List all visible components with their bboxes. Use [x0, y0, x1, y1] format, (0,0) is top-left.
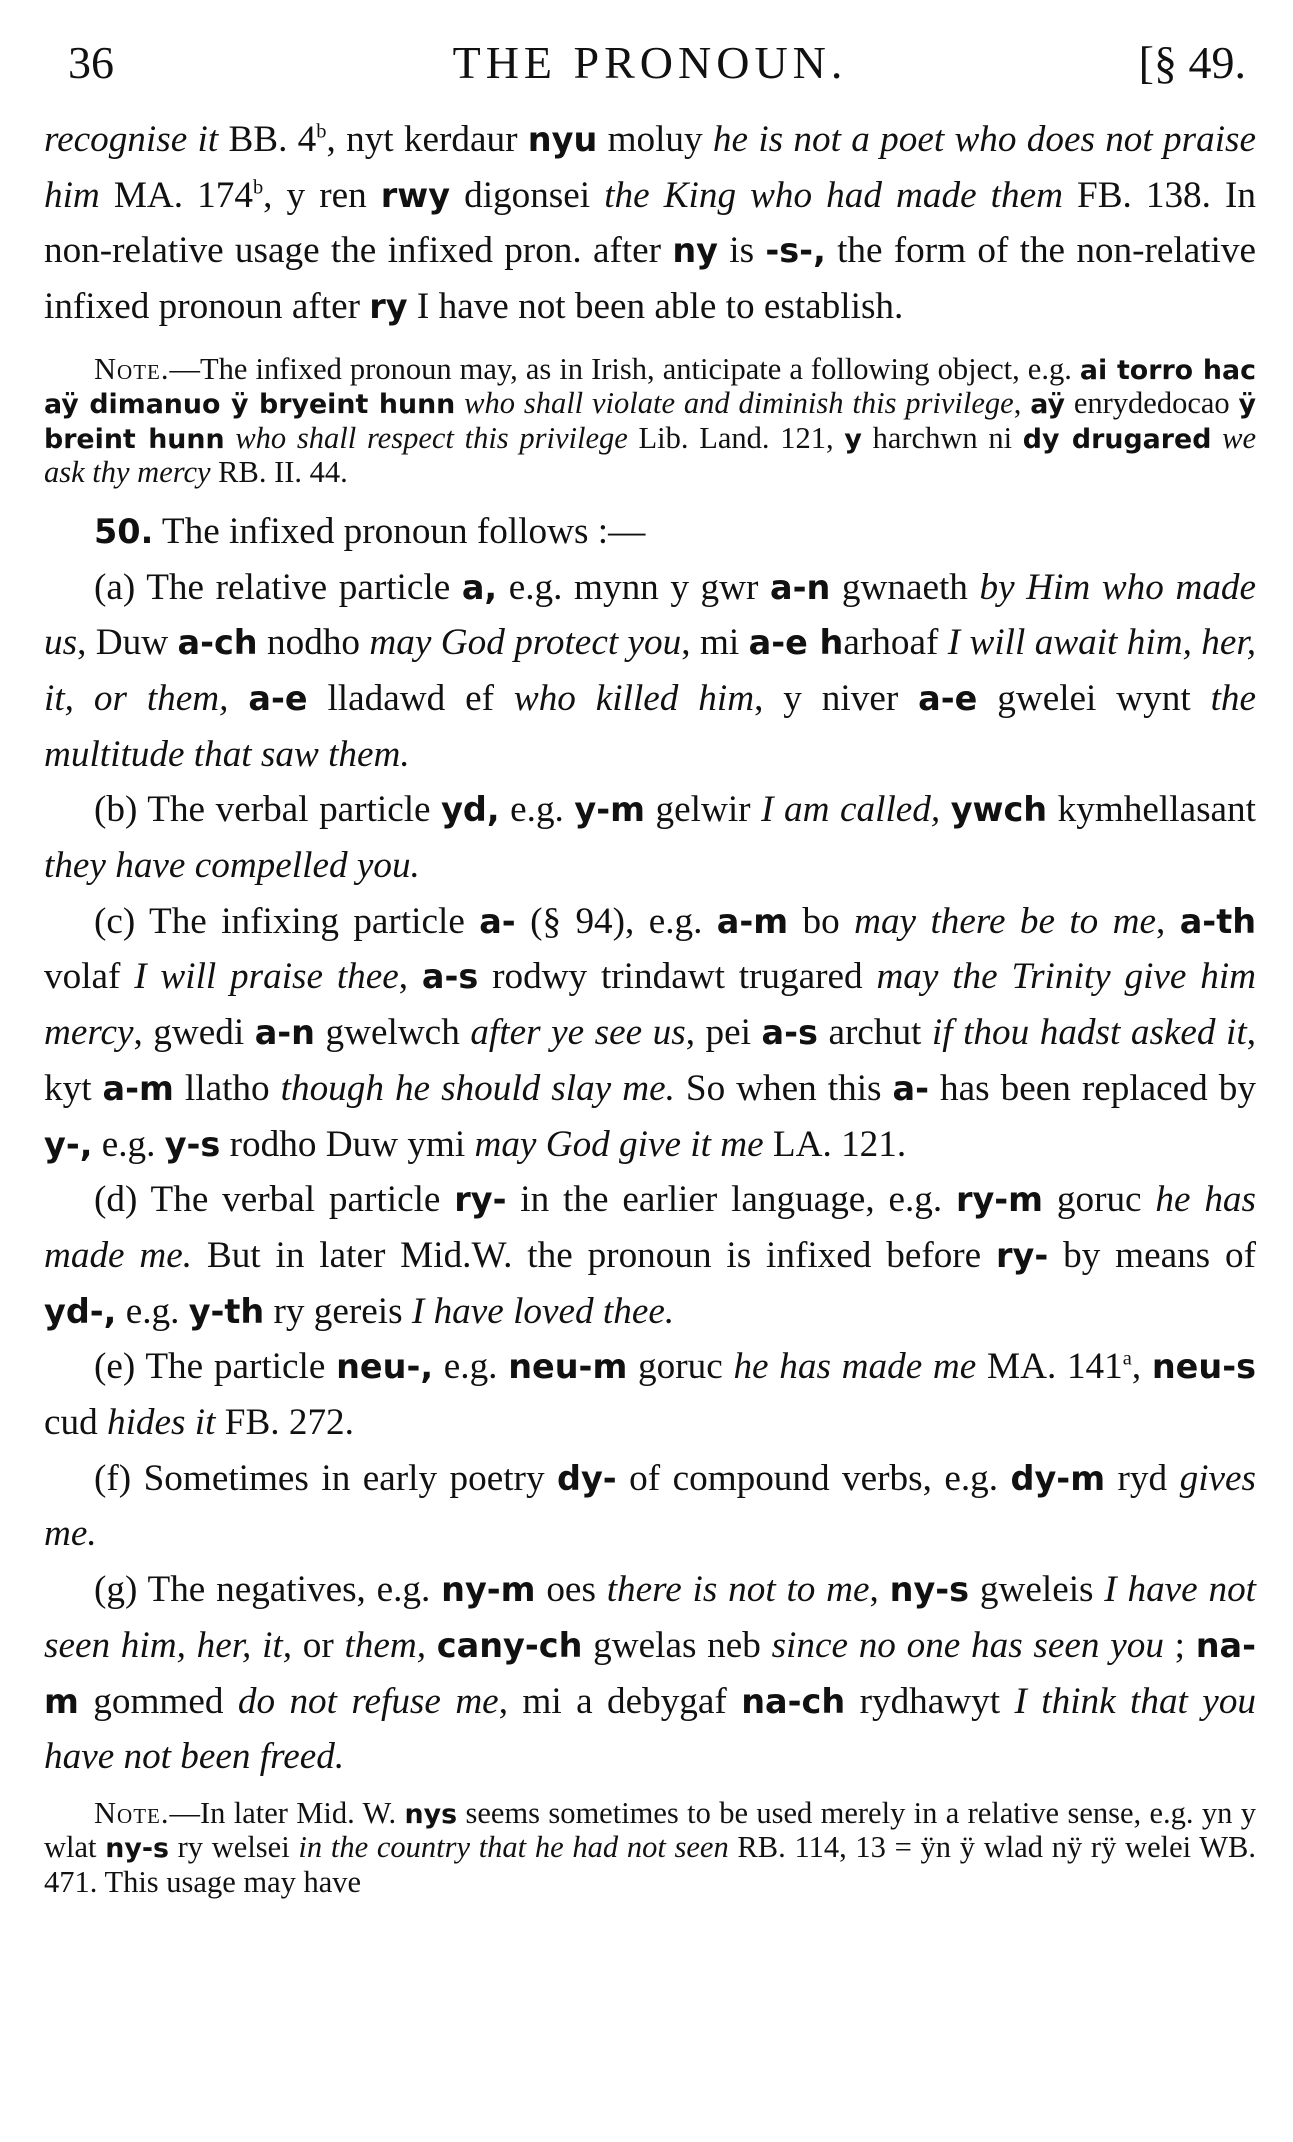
- section-reference: [§ 49.: [1138, 37, 1246, 88]
- note-infixed-anticipation: Note.—The infixed pronoun may, as in Irish, anticipate a following object, e.g. ai torro hac aÿ dimanuo ÿ bryeint hunn who shall violate and diminish this privilege, aÿ enrydedocao ÿ breint hunn who shall respect this privilege Lib. Land. 121, y harchwn ni dy drugared we ask thy mercy RB. II. 44.: [44, 351, 1257, 490]
- page-number: 36: [68, 37, 114, 88]
- note-later-middle-welsh: Note.—In later Mid. W. nys seems sometimes to be used merely in a relative sense, e.g. yn y wlat ny-s ry welsei in the country that he had not seen RB. 114, 13 = ÿn ÿ wlad nÿ rÿ welei WB. 471. This usage may have: [44, 1795, 1257, 1899]
- section-50-heading: 50. The infixed pronoun follows :—: [94, 510, 646, 552]
- paragraph-e: (e) The particle neu-, e.g. neu-m goruc he has made me MA. 141$^a$, neu-s cud hides it FB. 272.: [44, 1346, 1257, 1444]
- page-header: [44, 22, 1256, 112]
- page: [44, 22, 1256, 1899]
- paragraph-b: (b) The verbal particle yd, e.g. y-m gelwir I am called, ywch kymhellasant they have compelled you.: [44, 789, 1256, 887]
- paragraph-c: (c) The infixing particle a- (§ 94), e.g. a-m bo may there be to me, a-th volaf I will praise thee, a-s rodwy trindawt trugared may the Trinity give him mercy, gwedi a-n gwelwch after ye see us, pei a-s archut if thou hadst asked it, kyt a-m llatho though he should slay me. So when this a- has been replaced by y-, e.g. y-s rodho Duw ymi may God give it me LA. 121.: [44, 900, 1257, 1165]
- running-title: THE PRONOUN.: [452, 37, 848, 88]
- paragraph-d: (d) The verbal particle ry- in the earlier language, e.g. ry-m goruc he has made me. But in later Mid.W. the pronoun is infixed before ry- by means of yd-, e.g. y-th ry gereis I have loved thee.: [44, 1179, 1256, 1332]
- paragraph-intro: recognise it BB. 4$^b$, nyt kerdaur nyu moluy he is not a poet who does not praise him MA. 174$^b$, y ren rwy digonsei the King who had made them FB. 138. In non-relative usage the infixed pron. after ny is -s-, the form of the non-relative infixed pronoun after ry I have not been able to establish.: [44, 119, 1257, 328]
- paragraph-f: (f) Sometimes in early poetry dy- of compound verbs, e.g. dy-m ryd gives me.: [44, 1457, 1257, 1555]
- paragraph-a: (a) The relative particle a, e.g. mynn y gwr a-n gwnaeth by Him who made us, Duw a-ch nodho may God protect you, mi a-e harhoaf I will await him, her, it, or them, a-e lladawd ef who killed him, y niver a-e gwelei wynt the multitude that saw them.: [44, 566, 1257, 775]
- paragraph-g: (g) The negatives, e.g. ny-m oes there is not to me, ny-s gweleis I have not seen him, her, it, or them, cany-ch gwelas neb since no one has seen you ; na-m gommed do not refuse me, mi a debygaf na-ch rydhawyt I think that you have not been freed.: [44, 1569, 1257, 1778]
